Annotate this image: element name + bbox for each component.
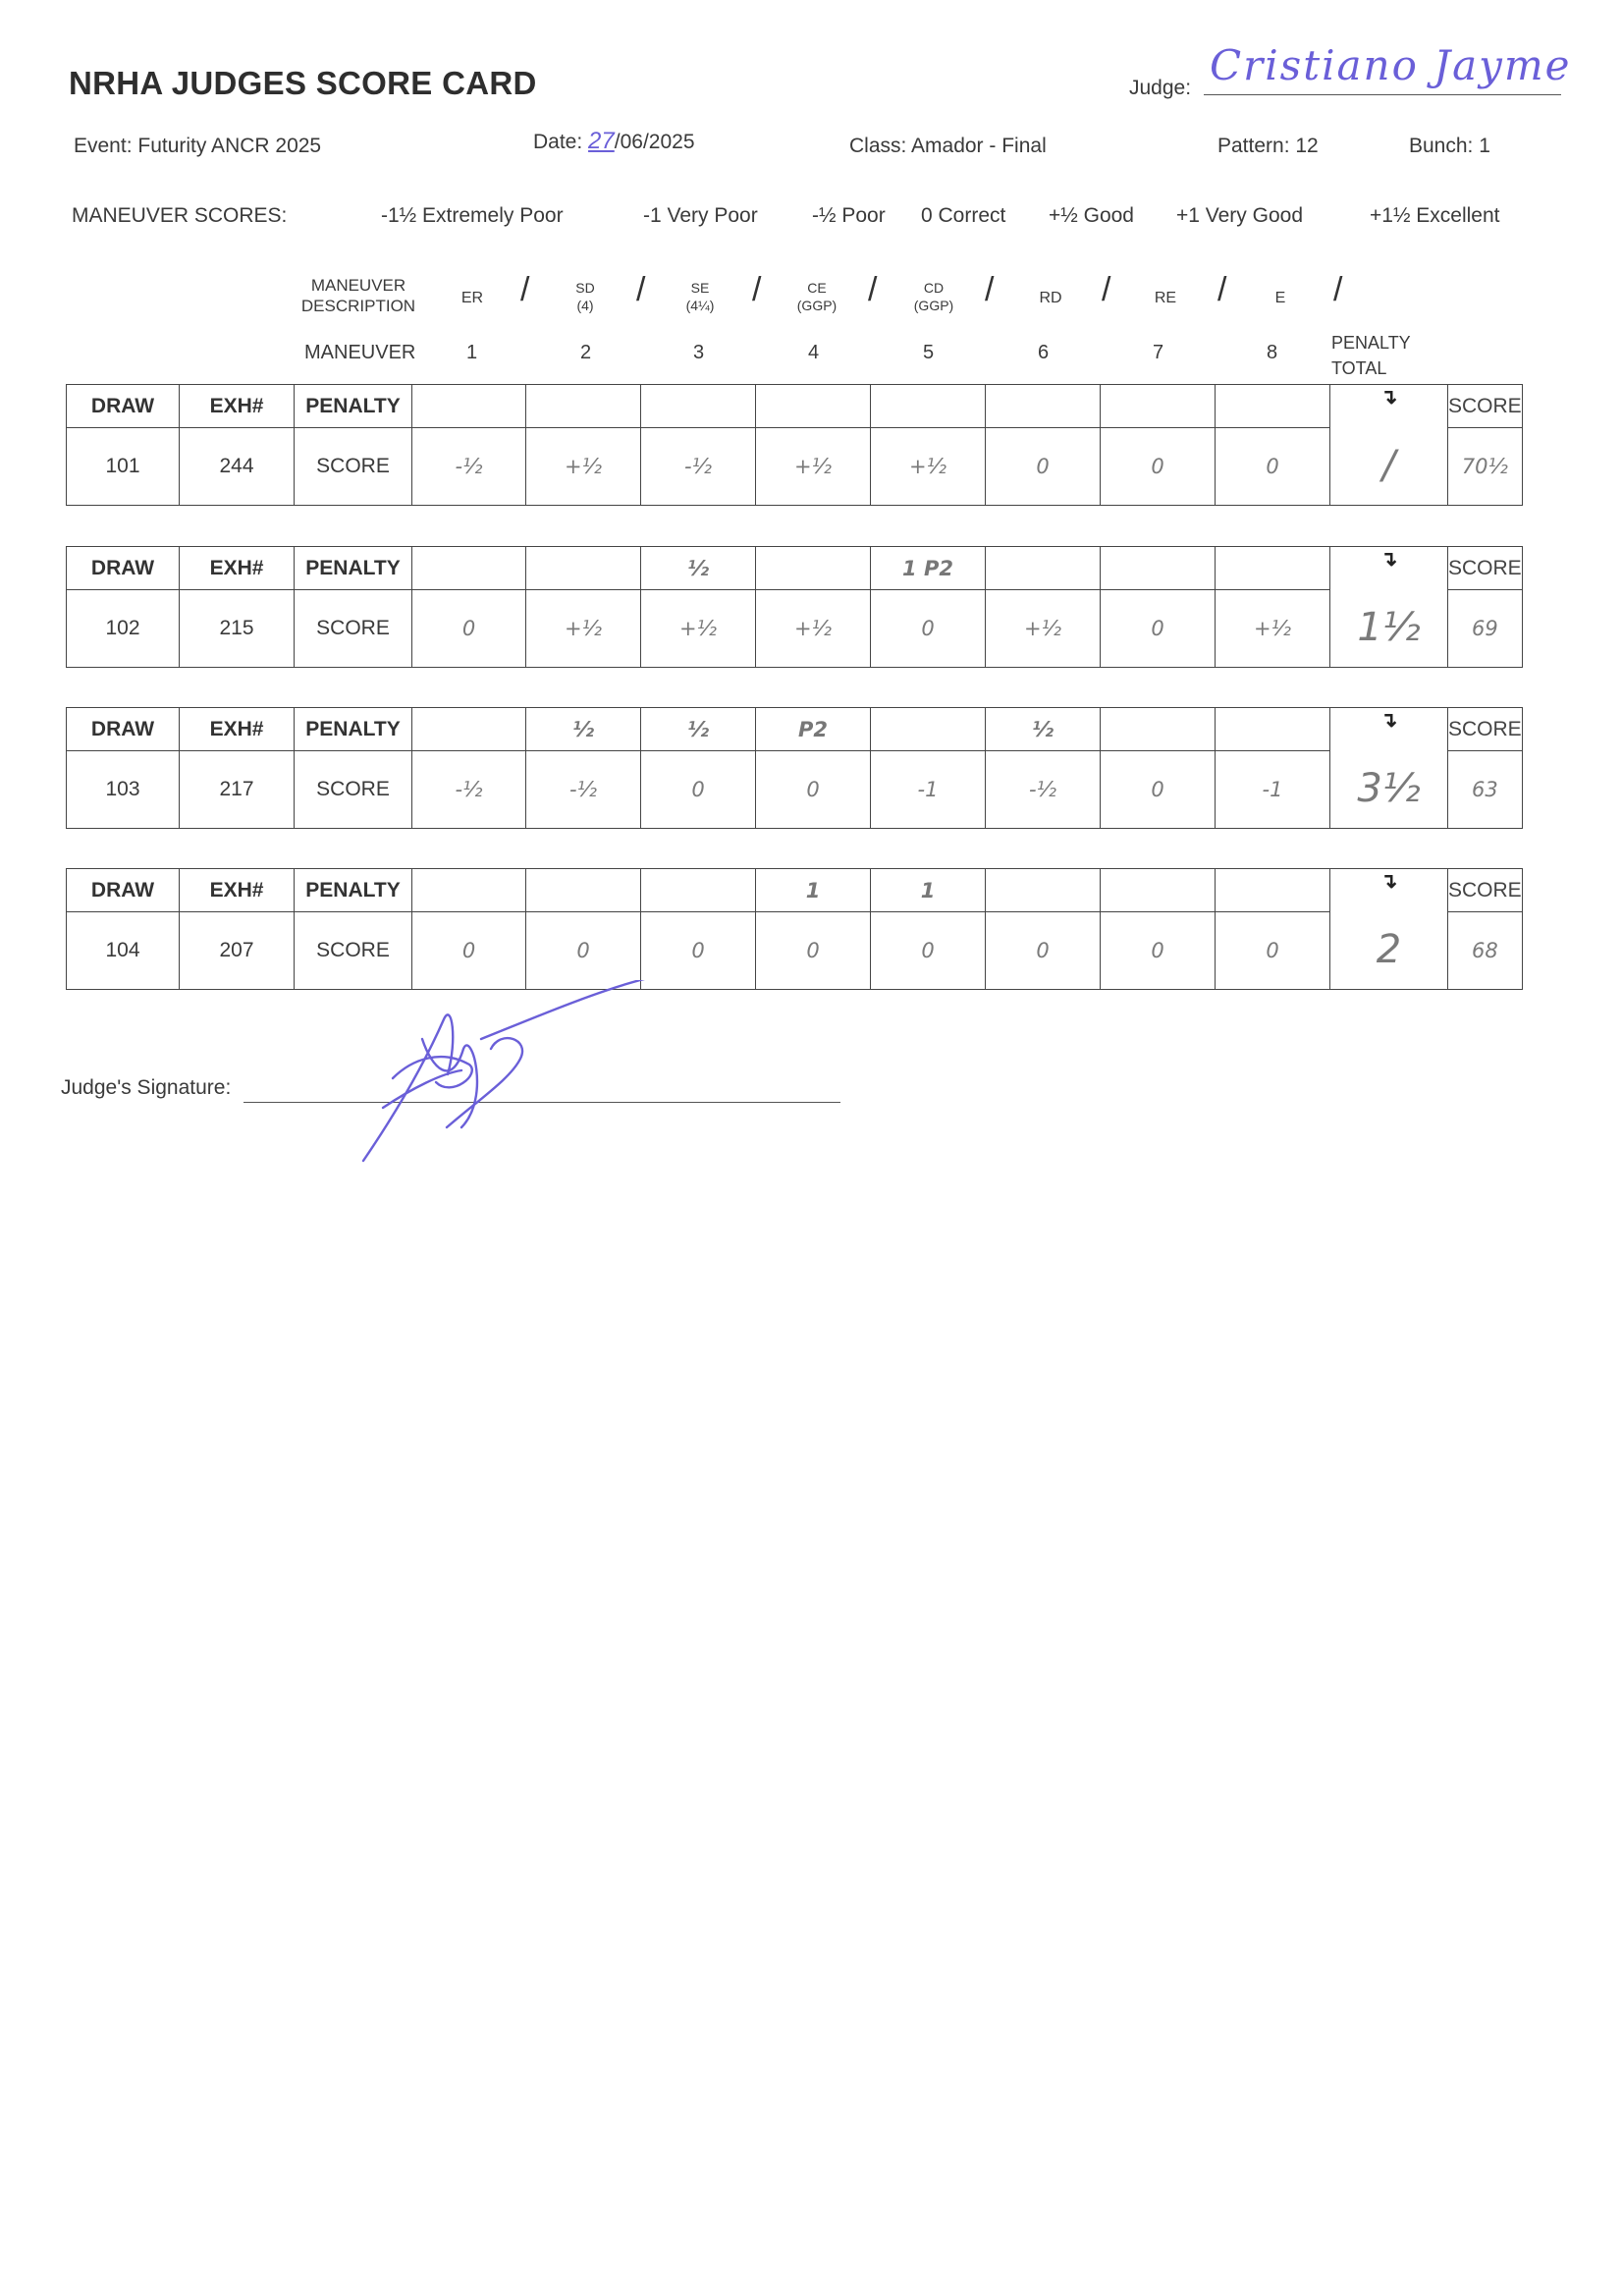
table-row bbox=[67, 912, 1523, 990]
penalty-cell bbox=[412, 385, 526, 428]
run-card bbox=[66, 868, 1523, 990]
penalty-cell bbox=[1101, 708, 1216, 751]
judge-line bbox=[1204, 94, 1561, 95]
maneuver-score: +½ bbox=[756, 590, 871, 668]
run-card bbox=[66, 384, 1523, 506]
penalty-header: PENALTY bbox=[295, 708, 412, 751]
arrow-glyph: ↴ bbox=[1379, 709, 1398, 732]
pattern-label: Pattern: 12 bbox=[1217, 135, 1319, 157]
penalty-total-cell bbox=[1330, 547, 1448, 668]
penalty-cell bbox=[871, 708, 986, 751]
penalty-cell: ½ bbox=[526, 708, 641, 751]
exh-value: 207 bbox=[180, 912, 295, 990]
maneuver-number: 1 bbox=[466, 342, 478, 363]
penalty-cell bbox=[871, 385, 986, 428]
maneuver-score: 0 bbox=[756, 912, 871, 990]
penalty-cell: 1 bbox=[756, 869, 871, 912]
scale-item: +½ Good bbox=[1049, 204, 1134, 227]
maneuver-description-label: MANEUVER DESCRIPTION bbox=[300, 276, 416, 316]
exh-header: EXH# bbox=[180, 547, 295, 590]
scale-item: +1½ Excellent bbox=[1370, 204, 1500, 227]
total-score: 69 bbox=[1448, 590, 1523, 668]
maneuver-score: 0 bbox=[986, 428, 1101, 506]
penalty-total: 3½ bbox=[1357, 766, 1421, 811]
maneuver-score: -½ bbox=[641, 428, 756, 506]
date-field bbox=[533, 128, 695, 155]
draw-header: DRAW bbox=[67, 708, 180, 751]
penalty-cell bbox=[986, 547, 1101, 590]
total-score: 70½ bbox=[1448, 428, 1523, 506]
score-header: SCORE bbox=[1448, 869, 1523, 912]
penalty-cell: 1 bbox=[871, 869, 986, 912]
exh-value: 215 bbox=[180, 590, 295, 668]
penalty-cell bbox=[526, 385, 641, 428]
exh-value: 244 bbox=[180, 428, 295, 506]
maneuver-score: 0 bbox=[1216, 428, 1330, 506]
penalty-cell: ½ bbox=[986, 708, 1101, 751]
maneuver-score: 0 bbox=[412, 912, 526, 990]
penalty-total-cell bbox=[1330, 385, 1448, 506]
penalty-cell bbox=[986, 869, 1101, 912]
exh-header: EXH# bbox=[180, 869, 295, 912]
maneuver-score: 0 bbox=[641, 751, 756, 829]
draw-value: 104 bbox=[67, 912, 180, 990]
exh-header: EXH# bbox=[180, 708, 295, 751]
scale-item: 0 Correct bbox=[921, 204, 1006, 227]
event-label: Event: Futurity ANCR 2025 bbox=[74, 135, 322, 157]
penalty-cell bbox=[1101, 385, 1216, 428]
penalty-cell bbox=[1101, 869, 1216, 912]
bunch-label: Bunch: 1 bbox=[1409, 135, 1490, 157]
maneuver-score: 0 bbox=[871, 590, 986, 668]
exh-value: 217 bbox=[180, 751, 295, 829]
scale-item: -1 Very Poor bbox=[643, 204, 758, 227]
penalty-cell: 1 P2 bbox=[871, 547, 986, 590]
draw-header: DRAW bbox=[67, 385, 180, 428]
divider: / bbox=[1102, 271, 1111, 308]
score-row-label: SCORE bbox=[295, 590, 412, 668]
total-score: 68 bbox=[1448, 912, 1523, 990]
maneuver-desc: ER bbox=[460, 290, 484, 306]
arrow-glyph: ↴ bbox=[1379, 386, 1398, 409]
penalty-cell: ½ bbox=[641, 708, 756, 751]
maneuver-score: -1 bbox=[1216, 751, 1330, 829]
maneuver-desc: SD (4) bbox=[575, 280, 595, 313]
scale-item: -1½ Extremely Poor bbox=[381, 204, 564, 227]
maneuver-score: 0 bbox=[986, 912, 1101, 990]
penalty-cell bbox=[756, 547, 871, 590]
judge-label: Judge: bbox=[1129, 77, 1192, 99]
scale-item: +1 Very Good bbox=[1176, 204, 1304, 227]
maneuver-label: MANEUVER bbox=[304, 342, 416, 363]
penalty-cell: P2 bbox=[756, 708, 871, 751]
maneuver-score: +½ bbox=[871, 428, 986, 506]
penalty-cell bbox=[526, 547, 641, 590]
signature-svg bbox=[353, 980, 668, 1176]
divider: / bbox=[985, 271, 995, 308]
date-label: Date: bbox=[533, 131, 583, 153]
penalty-cell bbox=[412, 708, 526, 751]
signature-label: Judge's Signature: bbox=[61, 1076, 232, 1099]
maneuver-desc: RD bbox=[1039, 290, 1062, 306]
maneuver-score: 0 bbox=[1101, 428, 1216, 506]
date-rest: /06/2025 bbox=[614, 131, 695, 153]
arrow-glyph: ↴ bbox=[1379, 870, 1398, 893]
maneuver-score: 0 bbox=[526, 912, 641, 990]
penalty-cell: ½ bbox=[641, 547, 756, 590]
maneuver-number: 3 bbox=[693, 342, 705, 363]
penalty-cell bbox=[756, 385, 871, 428]
penalty-total: 2 bbox=[1376, 927, 1402, 972]
maneuver-number: 6 bbox=[1038, 342, 1050, 363]
maneuver-score: +½ bbox=[526, 590, 641, 668]
maneuver-desc: SE (4¼) bbox=[685, 280, 715, 313]
penalty-cell bbox=[412, 869, 526, 912]
maneuver-score: 0 bbox=[1216, 912, 1330, 990]
table-row bbox=[67, 751, 1523, 829]
penalty-cell bbox=[1216, 708, 1330, 751]
penalty-total-cell bbox=[1330, 869, 1448, 990]
maneuver-score: 0 bbox=[1101, 912, 1216, 990]
maneuver-score: 0 bbox=[412, 590, 526, 668]
page-title: NRHA JUDGES SCORE CARD bbox=[69, 65, 537, 101]
divider: / bbox=[520, 271, 530, 308]
penalty-total: / bbox=[1381, 443, 1396, 488]
maneuver-score: +½ bbox=[1216, 590, 1330, 668]
total-score: 63 bbox=[1448, 751, 1523, 829]
score-header: SCORE bbox=[1448, 385, 1523, 428]
date-day: 27 bbox=[588, 128, 615, 154]
maneuver-score: 0 bbox=[1101, 751, 1216, 829]
maneuver-scores-label: MANEUVER SCORES: bbox=[72, 204, 288, 227]
table-row bbox=[67, 428, 1523, 506]
divider: / bbox=[1217, 271, 1227, 308]
maneuver-score: -½ bbox=[412, 751, 526, 829]
run-card bbox=[66, 546, 1523, 668]
score-row-label: SCORE bbox=[295, 912, 412, 990]
divider: / bbox=[752, 271, 762, 308]
penalty-cell bbox=[526, 869, 641, 912]
penalty-header: PENALTY bbox=[295, 385, 412, 428]
penalty-cell bbox=[412, 547, 526, 590]
score-row-label: SCORE bbox=[295, 751, 412, 829]
penalty-total: 1½ bbox=[1357, 605, 1421, 650]
maneuver-score: 0 bbox=[1101, 590, 1216, 668]
maneuver-desc: CE (GGP) bbox=[796, 280, 838, 313]
maneuver-desc: CD (GGP) bbox=[913, 280, 954, 313]
maneuver-desc: E bbox=[1274, 290, 1286, 306]
draw-header: DRAW bbox=[67, 869, 180, 912]
penalty-header: PENALTY bbox=[295, 869, 412, 912]
judge-name: Cristiano Jayme bbox=[1210, 41, 1572, 89]
draw-value: 101 bbox=[67, 428, 180, 506]
maneuver-score: 0 bbox=[871, 912, 986, 990]
penalty-cell bbox=[1101, 547, 1216, 590]
exh-header: EXH# bbox=[180, 385, 295, 428]
class-label: Class: Amador - Final bbox=[849, 135, 1047, 157]
divider: / bbox=[868, 271, 878, 308]
maneuver-score: -½ bbox=[526, 751, 641, 829]
maneuver-score: -½ bbox=[986, 751, 1101, 829]
penalty-cell bbox=[1216, 385, 1330, 428]
maneuver-score: -1 bbox=[871, 751, 986, 829]
score-header: SCORE bbox=[1448, 708, 1523, 751]
maneuver-score: +½ bbox=[986, 590, 1101, 668]
penalty-cell bbox=[1216, 547, 1330, 590]
penalty-cell bbox=[641, 869, 756, 912]
arrow-glyph: ↴ bbox=[1379, 548, 1398, 571]
penalty-cell bbox=[986, 385, 1101, 428]
maneuver-score: 0 bbox=[756, 751, 871, 829]
maneuver-score: +½ bbox=[756, 428, 871, 506]
maneuver-score: +½ bbox=[641, 590, 756, 668]
maneuver-score: 0 bbox=[641, 912, 756, 990]
penalty-total-cell bbox=[1330, 708, 1448, 829]
maneuver-number: 5 bbox=[923, 342, 935, 363]
run-card bbox=[66, 707, 1523, 829]
penalty-total-label: PENALTY TOTAL bbox=[1331, 333, 1411, 379]
divider: / bbox=[1333, 271, 1343, 308]
penalty-cell bbox=[1216, 869, 1330, 912]
maneuver-number: 2 bbox=[580, 342, 592, 363]
score-row-label: SCORE bbox=[295, 428, 412, 506]
maneuver-number: 4 bbox=[808, 342, 820, 363]
maneuver-number: 8 bbox=[1267, 342, 1278, 363]
judge-signature-mark bbox=[353, 980, 668, 1181]
scale-item: -½ Poor bbox=[812, 204, 886, 227]
divider: / bbox=[636, 271, 646, 308]
penalty-cell bbox=[641, 385, 756, 428]
maneuver-score: +½ bbox=[526, 428, 641, 506]
table-row bbox=[67, 590, 1523, 668]
score-header: SCORE bbox=[1448, 547, 1523, 590]
penalty-header: PENALTY bbox=[295, 547, 412, 590]
draw-header: DRAW bbox=[67, 547, 180, 590]
draw-value: 103 bbox=[67, 751, 180, 829]
draw-value: 102 bbox=[67, 590, 180, 668]
maneuver-number: 7 bbox=[1153, 342, 1164, 363]
maneuver-desc: RE bbox=[1154, 290, 1177, 306]
maneuver-score: -½ bbox=[412, 428, 526, 506]
